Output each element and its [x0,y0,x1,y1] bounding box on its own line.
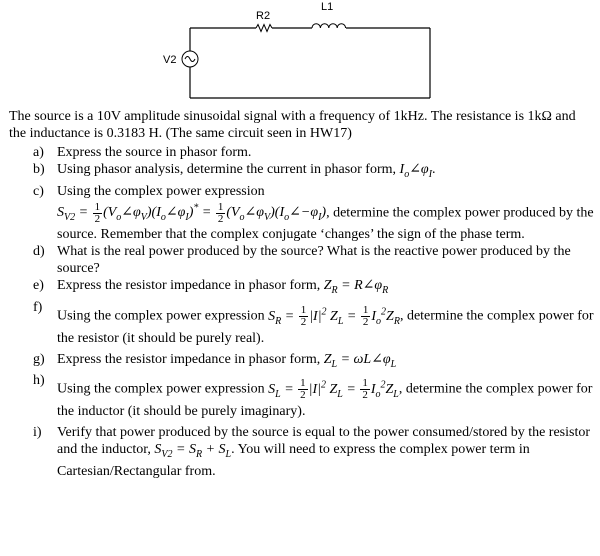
question-text: Verify that power produced by the source is equal to the power consumed/stored by the resistor and the inductor, [57,424,591,457]
inductor-symbol [312,24,346,28]
inductor-impedance-expression: $Z_L$ = $\omega L\angle\varphi_L$ [323,351,397,370]
source-complex-power-equation: $S_{V2}$ = $\frac{1}{2}$ $(V_o\angle\varphi_V)(I_o\angle\varphi_I)^*$ = $\frac{1}{2}$ $(V_o\angle\varphi_V)(I_o\angle-\varphi_I)$ [57,200,327,225]
resistor-symbol [256,25,272,32]
inductor-power-equation: $S_L$ = $\frac{1}{2}$ $|I|^2$ $Z_L$ = $\frac{1}{2}$ $I_o^2Z_L$ [268,377,399,402]
question-text: Using the complex power expression [57,183,265,199]
resistor-impedance-expression: $Z_R$ = $R\angle\varphi_R$ [323,278,389,297]
question-label: g) [33,351,45,367]
resistor-power-equation: $S_R$ = $\frac{1}{2}$ $|I|^2$ $Z_L$ = $\frac{1}{2}$ $I_o^2Z_R$ [268,303,400,328]
power-balance-equation: $S_{V2} = S_R + S_L$ [154,441,232,460]
question-text: Express the source in phasor form. [57,145,252,160]
question-label: a) [33,145,44,160]
question-d [9,243,594,277]
question-tail: , determine the complex power for the inductor (it should be purely imaginary). [57,381,593,419]
current-phasor-expression: $I_o\angle\varphi_I$ [399,162,433,180]
question-label: i) [33,424,42,440]
resistor-label: R2 [256,10,271,22]
question-g [9,351,594,373]
question-tail: , determine the complex power produced by the source. Remember that the complex conjugate ‘changes’ the sign of the phase term. [57,205,594,243]
question-f [9,299,594,350]
question-label: h) [33,373,45,389]
source-label: V2 [163,54,177,66]
question-label: c) [33,183,44,199]
question-label: b) [33,162,45,177]
ac-source-symbol [182,51,198,67]
question-text: Using the complex power expression [57,308,269,324]
question-text: Using the complex power expression [57,381,269,397]
inductor-label: L1 [321,1,334,13]
question-label: f) [33,300,43,316]
question-text: Express the resistor impedance in phasor form, [57,278,324,294]
circuit-diagram [0,0,600,100]
question-text: Using phasor analysis, determine the current in phasor form, [57,162,400,177]
question-e [9,277,594,299]
question-c [9,183,594,243]
problem-text [9,108,594,480]
question-label: d) [33,244,45,260]
question-b [9,161,594,183]
question-tail: . [432,162,436,177]
question-list [9,144,594,480]
problem-intro: The source is a 10V amplitude sinusoidal signal with a frequency of 1kHz. The resistance is 1kΩ and the inductance is 0.3183 H. (The same circuit seen in HW17) [9,109,576,141]
question-a [9,144,594,161]
question-tail: , determine the complex power for the resistor (it should be purely real). [57,308,594,346]
question-tail: . You will need to express the complex power term in Cartesian/Rectangular from. [57,441,530,479]
question-label: e) [33,278,44,294]
question-text: Express the resistor impedance in phasor form, [57,351,324,367]
question-i [9,424,594,480]
question-text: What is the real power produced by the source? What is the reactive power produced by the source? [57,244,571,277]
question-h [9,372,594,423]
